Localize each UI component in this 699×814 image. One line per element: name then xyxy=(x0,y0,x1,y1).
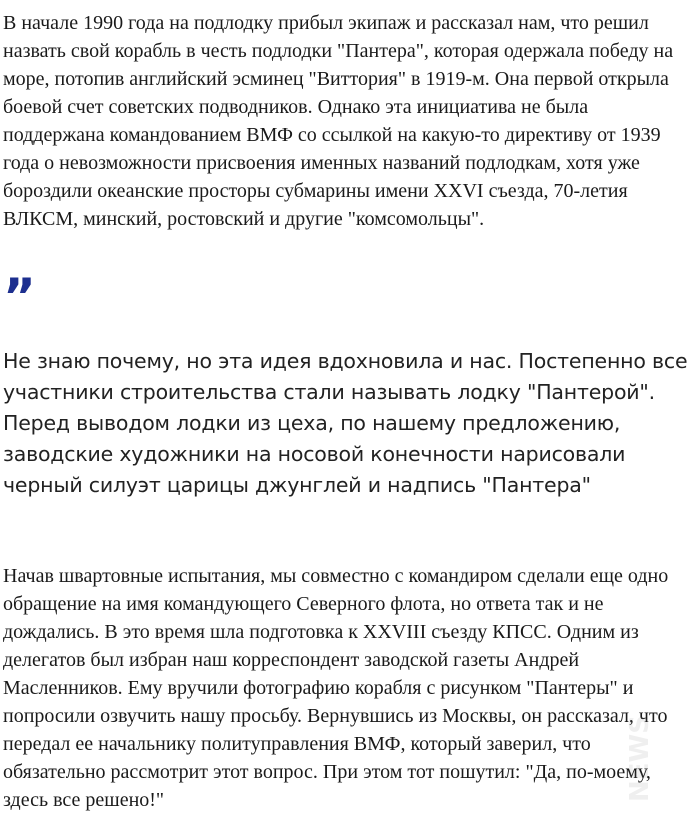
pull-quote-text: Не знаю почему, но эта идея вдохновила и нас. Постепенно все участники строительства стали называть лодку "Пантерой". Перед выводом лодки из цеха, по нашему предложению, заводские художники на носовой конечности нарисовали черный силуэт царицы джунглей и надпись "Пантера" xyxy=(3,349,688,497)
quote-mark-icon: ” xyxy=(3,268,32,326)
paragraph-continuation: Начав швартовные испытания, мы совместно с командиром сделали еще одно обращение на имя командующего Северного флота, но ответа так и не дождались. В это время шла подготовка к XXVIII съезду КПСС. Одним из делегатов был избран наш корреспондент заводской газеты Андрей Масленников. Ему вручили фотографию корабля с рисунком "Пантеры" и попросили озвучить нашу просьбу. Вернувшись из Москвы, он рассказал, что передал ее начальнику политуправления ВМФ, который заверил, что обязательно рассмотрит этот вопрос. При этом тот пошутил: "Да, по-моему, здесь все решено!" xyxy=(3,565,669,811)
paragraph-intro: В начале 1990 года на подлодку прибыл экипаж и рассказал нам, что решил назвать свой корабль в честь подлодки "Пантера", которая одержала победу на море, потопив английский эсминец "Виттория" в 1919-м. Она первой открыла боевой счет советских подводников. Однако эта инициатива не была поддержана командованием ВМФ со ссылкой на какую-то директиву от 1939 года о невозможности присвоения именных названий подлодкам, хотя уже бороздили океанские просторы субмарины имени XXVI съезда, 70-летия ВЛКСМ, минский, ростовский и другие "комсомольцы". xyxy=(3,12,674,230)
watermark-logo: NEWS xyxy=(625,715,655,802)
